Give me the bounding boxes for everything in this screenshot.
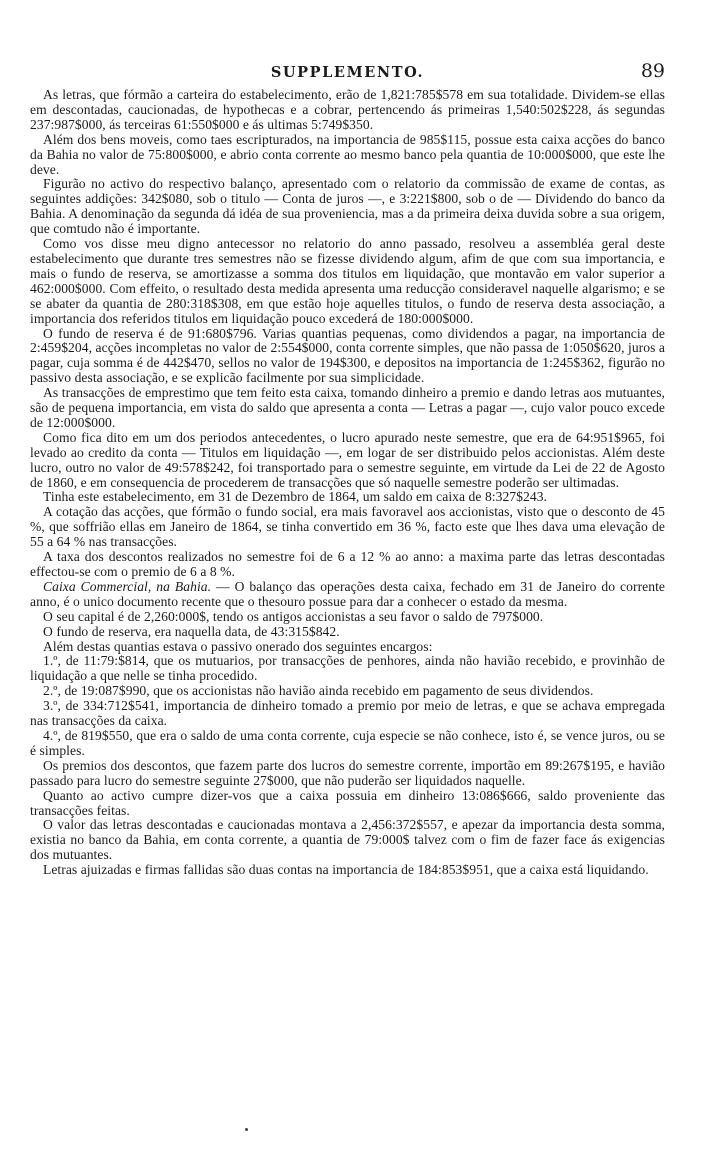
paragraph: A taxa dos descontos realizados no semestre foi de 6 a 12 % ao anno: a maxima parte das letras descontadas effectou-se com o premio de 6 a 8 %. <box>30 549 665 579</box>
paragraph: Quanto ao activo cumpre dizer-vos que a caixa possuia em dinheiro 13:086$666, saldo proveniente das transacções feitas. <box>30 787 665 818</box>
paragraph: Os premios dos descontos, que fazem parte dos lucros do semestre corrente, importão em 89:267$195, e havião passado para lucro do semestre seguinte 27$000, que não puderão ser liquidados naquelle. <box>30 757 665 788</box>
paragraph: Como fica dito em um dos periodos antecedentes, o lucro apurado neste semestre, que era de 64:951$965, foi levado ao credito da conta — Titulos em liquidação —, em logar de ser distribuido pelos accionistas. Além deste lucro, outro no valor de 49:578$242, foi transportado para o semestre seguinte, em virtude da Lei de 22 de Agosto de 1860, e em consequencia de procederem de transacções que só naquelle semestre poderão ser ultimadas. <box>30 429 665 490</box>
paragraph: 2.º, de 19:087$990, que os accionistas não havião ainda recebido em pagamento de seus dividendos. <box>43 683 594 699</box>
section-lead-rest: — O balanço das operações desta caixa, fechado em 31 de Janeiro do corrente anno, é o unico documento recente que o thesouro possue para dar a conhecer o estado da mesma. <box>30 578 665 609</box>
paragraph: Tinha este estabelecimento, em 31 de Dezembro de 1864, um saldo em caixa de 8:327$243. <box>43 489 547 505</box>
paragraph: Figurão no activo do respectivo balanço, apresentado com o relatorio da commissão de exame de contas, as seguintes addições: 342$080, sob o titulo — Conta de juros —, e 3:221$800, sob o de — Dividendo do banco da Bahia. A denominação da segunda dá idéa de sua proveniencia, mas a da primeira deixa duvida sobre a sua origem, que comtudo não é importante. <box>30 176 665 237</box>
paragraph: A cotação das acções, que fórmão o fundo social, era mais favoravel aos accionistas, visto que o desconto de 45 %, que soffrião ellas em Janeiro de 1864, se tinha convertido em 36 %, facto este que lhes dava uma elevação de 55 a 64 % nas transacções. <box>30 504 665 550</box>
paragraph: As letras, que fórmão a carteira do estabelecimento, erão de 1,821:785$578 em sua totalidade. Dividem-se ellas em descontadas, caucionadas, de hypothecas e a cobrar, pertencendo ás primeiras 1,540:502$228, ás segundas 237:987$000, ás terceiras 61:550$000 e ás ultimas 5:749$350. <box>30 87 665 132</box>
paragraph: Além destas quantias estava o passivo onerado dos seguintes encargos: <box>43 638 433 654</box>
body-text <box>30 88 665 878</box>
paragraph: Letras ajuizadas e firmas fallidas são duas contas na importancia de 184:853$951, que a caixa está liquidando. <box>43 862 649 878</box>
running-head <box>30 60 665 86</box>
paragraph: O seu capital é de 2,260:000$, tendo os antigos accionistas a seu favor o saldo de 797$000. <box>43 608 544 624</box>
paragraph: Como vos disse meu digno antecessor no relatorio do anno passado, resolveu a assembléa geral deste estabelecimento que durante tres semestres não se fizesse dividendo algum, afim de que com sua importancia, e mais o fundo de reserva, se amortizasse a somma dos titulos em liquidação, que montavão em valor superior a 462:000$000. Com effeito, o resultado desta medida apresenta uma reducção consideravel naquelle algarismo; e se se abater da quantia de 280:318$308, em que estão hoje aquelles titulos, o fundo de reserva desta associação, a importancia dos referidos titulos em liquidação pouco excederá de 180:000$000. <box>30 236 665 326</box>
paragraph: Além dos bens moveis, como taes escripturados, na importancia de 985$115, possue esta caixa acções do banco da Bahia no valor de 75:800$000, e abrio conta corrente ao mesmo banco pela quantia de 10:000$000, que este lhe deve. <box>30 131 665 177</box>
page-number: 89 <box>640 60 665 82</box>
paragraph: O fundo de reserva, era naquella data, de 43:315$842. <box>43 623 340 639</box>
section-lead: Caixa Commercial, na Bahia. <box>43 578 212 594</box>
paragraph: As transacções de emprestimo que tem feito esta caixa, tomando dinheiro a premio e dando letras aos mutuantes, são de pequena importancia, em vista do saldo que apresenta a conta — Letras a pagar —, cujo valor pouco excede de 12:000$000. <box>30 385 665 430</box>
paragraph: 4.º, de 819$550, que era o saldo de uma conta corrente, cuja especie se não conhece, isto é, se vence juros, ou se é simples. <box>30 727 665 758</box>
paragraph: O valor das letras descontadas e caucionadas montava a 2,456:372$557, e apezar da importancia desta somma, existia no banco da Bahia, em conta corrente, a quantia de 79:000$ talvez com o fim de fazer face ás exigencias dos mutuantes. <box>30 817 665 863</box>
section-paragraph-caixa <box>30 580 665 610</box>
running-title: SUPPLEMENTO. <box>270 64 425 81</box>
print-speck <box>245 1128 248 1131</box>
paragraph: O fundo de reserva é de 91:680$796. Varias quantias pequenas, como dividendos a pagar, na importancia de 2:459$204, acções incompletas no valor de 2:554$000, conta corrente simples, que não passa de 1:050$620, juros a pagar, cuja somma é de 442$470, sellos no valor de 194$300, e depositos na importancia de 1:245$362, figurão no passivo desta associação, e se explicão facilmente por sua simplicidade. <box>30 325 665 386</box>
paragraph: 3.º, de 334:712$541, importancia de dinheiro tomado a premio por meio de letras, e que se achava empregada nas transacções da caixa. <box>30 698 665 729</box>
paragraph: 1.º, de 11:79:$814, que os mutuarios, por transacções de penhores, ainda não havião recebido, e provinhão de liquidação a que nelle se tinha procedido. <box>30 653 665 684</box>
